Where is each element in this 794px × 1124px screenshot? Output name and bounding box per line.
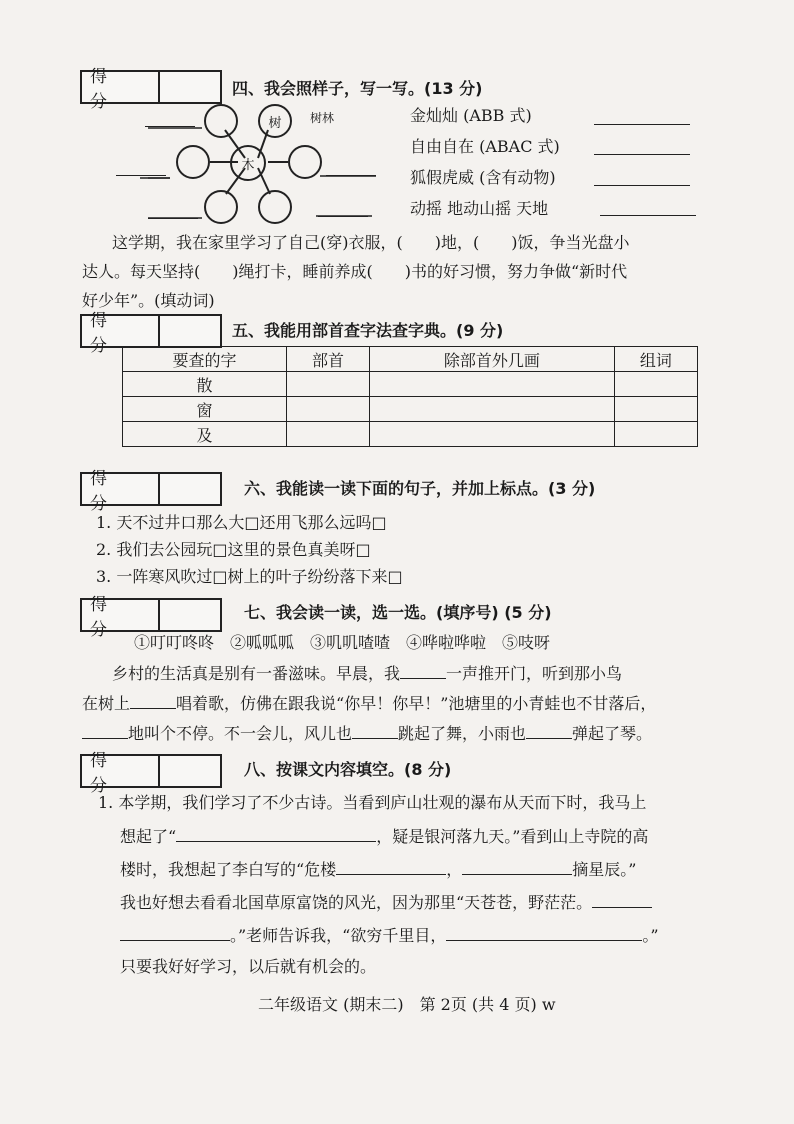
answer-cell[interactable]: [286, 397, 369, 422]
onomatopoeia-options: ①叮叮咚咚 ②呱呱呱 ③叽叽喳喳 ④哗啦哗啦 ⑤吱呀: [134, 633, 551, 652]
score-box-4: [80, 67, 222, 112]
story-text: 弹起了琴。: [572, 724, 653, 743]
score-label: 得 分: [82, 72, 160, 102]
pattern-item-3: 狐假虎威 (含有动物): [410, 168, 556, 187]
answer-blank[interactable]: [326, 175, 376, 176]
punctuation-sentence-3: 3. 一阵寒风吹过□树上的叶子纷纷落下来□: [96, 567, 403, 586]
example-char: 树: [268, 115, 282, 131]
story-line-1: [112, 660, 622, 684]
answer-blank[interactable]: [130, 690, 176, 709]
score-label: 得 分: [82, 600, 160, 630]
story-line-2: [82, 690, 656, 714]
score-box-7: [80, 595, 222, 640]
table-row: [123, 397, 698, 422]
answer-blank[interactable]: [145, 126, 195, 127]
answer-blank[interactable]: [148, 218, 198, 219]
score-cell[interactable]: [160, 72, 220, 102]
pattern-item-2: 自由自在 (ABAC 式): [410, 137, 560, 156]
table-header: 组词: [614, 347, 697, 372]
answer-blank[interactable]: [82, 720, 128, 739]
section5-title: 五、我能用部首查字法查字典。(9 分): [232, 321, 504, 340]
answer-blank[interactable]: [116, 175, 166, 176]
answer-cell[interactable]: [614, 422, 697, 447]
table-header: 部首: [286, 347, 369, 372]
pattern-item-4: 动摇 地动山摇 天地: [410, 199, 549, 218]
answer-cell[interactable]: [614, 397, 697, 422]
score-cell[interactable]: [160, 756, 220, 786]
bubble-top-right: [258, 104, 292, 138]
bubble-left: [176, 145, 210, 179]
center-char: 木: [241, 157, 255, 173]
answer-blank[interactable]: [400, 660, 446, 679]
bubble-top-left: [204, 104, 238, 138]
answer-blank[interactable]: [318, 216, 368, 217]
poem-text: ，疑是银河落九天。”看到山上寺院的高: [376, 827, 649, 846]
section6-title: 六、我能读一读下面的句子，并加上标点。(3 分): [244, 479, 596, 498]
lookup-char: 窗: [123, 397, 287, 422]
story-text: 地叫个不停。不一会儿，风儿也: [128, 724, 353, 743]
score-label: 得 分: [82, 756, 160, 786]
poem-line-5: [120, 922, 659, 946]
score-label: 得 分: [82, 316, 160, 346]
section8-title: 八、按课文内容填空。(8 分): [244, 760, 452, 779]
answer-cell[interactable]: [370, 372, 615, 397]
score-box-8: [80, 751, 222, 796]
bubble-bottom-right: [258, 190, 292, 224]
score-cell[interactable]: [160, 316, 220, 346]
story-text: 唱着歌，仿佛在跟我说“你早！你早！”池塘里的小青蛙也不甘落后，: [176, 694, 657, 713]
poem-text: ，: [446, 860, 463, 879]
answer-cell[interactable]: [370, 422, 615, 447]
punctuation-sentence-1: 1. 天不过井口那么大□还用飞那么远吗□: [96, 513, 387, 532]
answer-blank[interactable]: [526, 720, 572, 739]
score-box-5: [80, 311, 222, 356]
answer-blank[interactable]: [336, 856, 446, 875]
poem-line-2: [120, 823, 648, 847]
answer-cell[interactable]: [286, 422, 369, 447]
fill-verb-line-2: 达人。每天坚持( )绳打卡，睡前养成( )书的好习惯，努力争做“新时代: [82, 262, 628, 281]
answer-cell[interactable]: [286, 372, 369, 397]
score-cell[interactable]: [160, 600, 220, 630]
table-header: 除部首外几画: [370, 347, 615, 372]
table-row: [123, 372, 698, 397]
dictionary-table: [122, 346, 698, 447]
story-text: 一声推开门，听到那小鸟: [446, 664, 623, 683]
lookup-char: 及: [123, 422, 287, 447]
story-text: 乡村的生活真是别有一番滋味。早晨，我: [112, 664, 401, 683]
answer-blank[interactable]: [462, 856, 572, 875]
table-row: [123, 422, 698, 447]
section7-title: 七、我会读一读，选一选。(填序号) (5 分): [244, 603, 552, 622]
score-box-6: [80, 469, 222, 514]
fill-verb-line-3: 好少年”。(填动词): [82, 291, 215, 310]
score-cell[interactable]: [160, 474, 220, 504]
section4-title: 四、我会照样子，写一写。(13 分): [232, 79, 483, 98]
fill-verb-line-1: 这学期，我在家里学习了自己(穿)衣服，( )地，( )饭，争当光盘小: [112, 233, 630, 252]
answer-blank[interactable]: [594, 124, 690, 125]
bubble-right: [288, 145, 322, 179]
answer-cell[interactable]: [614, 372, 697, 397]
poem-text: 。”老师告诉我，“欲穷千里目，: [230, 926, 447, 945]
poem-text: 我也好想去看看北国草原富饶的风光，因为那里“天苍苍，野茫茫。: [120, 893, 593, 912]
answer-blank[interactable]: [120, 922, 230, 941]
answer-blank[interactable]: [176, 823, 376, 842]
page-footer: 二年级语文 (期末二) 第 2页 (共 4 页) w: [258, 995, 556, 1014]
example-word: 树林: [310, 111, 335, 125]
poem-line-3: [120, 856, 636, 880]
story-text: 在树上: [82, 694, 131, 713]
score-label: 得 分: [82, 474, 160, 504]
poem-text: 摘星辰。”: [572, 860, 637, 879]
answer-blank[interactable]: [594, 185, 690, 186]
poem-text: 想起了“: [120, 827, 177, 846]
bubble-center: [230, 145, 266, 181]
answer-blank[interactable]: [446, 922, 642, 941]
answer-blank[interactable]: [600, 215, 696, 216]
answer-blank[interactable]: [592, 889, 652, 908]
poem-text: 。”: [642, 926, 659, 945]
poem-line-4: [120, 889, 652, 913]
lookup-char: 散: [123, 372, 287, 397]
punctuation-sentence-2: 2. 我们去公园玩□这里的景色真美呀□: [96, 540, 371, 559]
story-text: 跳起了舞，小雨也: [398, 724, 527, 743]
answer-blank[interactable]: [352, 720, 398, 739]
bubble-bottom-left: [204, 190, 238, 224]
answer-cell[interactable]: [370, 397, 615, 422]
table-header: 要查的字: [123, 347, 287, 372]
poem-line-1: 1. 本学期，我们学习了不少古诗。当看到庐山壮观的瀑布从天而下时，我马上: [98, 793, 647, 812]
pattern-item-1: 金灿灿 (ABB 式): [410, 106, 532, 125]
story-line-3: [82, 720, 652, 744]
answer-blank[interactable]: [594, 154, 690, 155]
table-header-row: [123, 347, 698, 372]
poem-line-6: 只要我好好学习，以后就有机会的。: [120, 957, 377, 976]
poem-text: 楼时，我想起了李白写的“危楼: [120, 860, 337, 879]
